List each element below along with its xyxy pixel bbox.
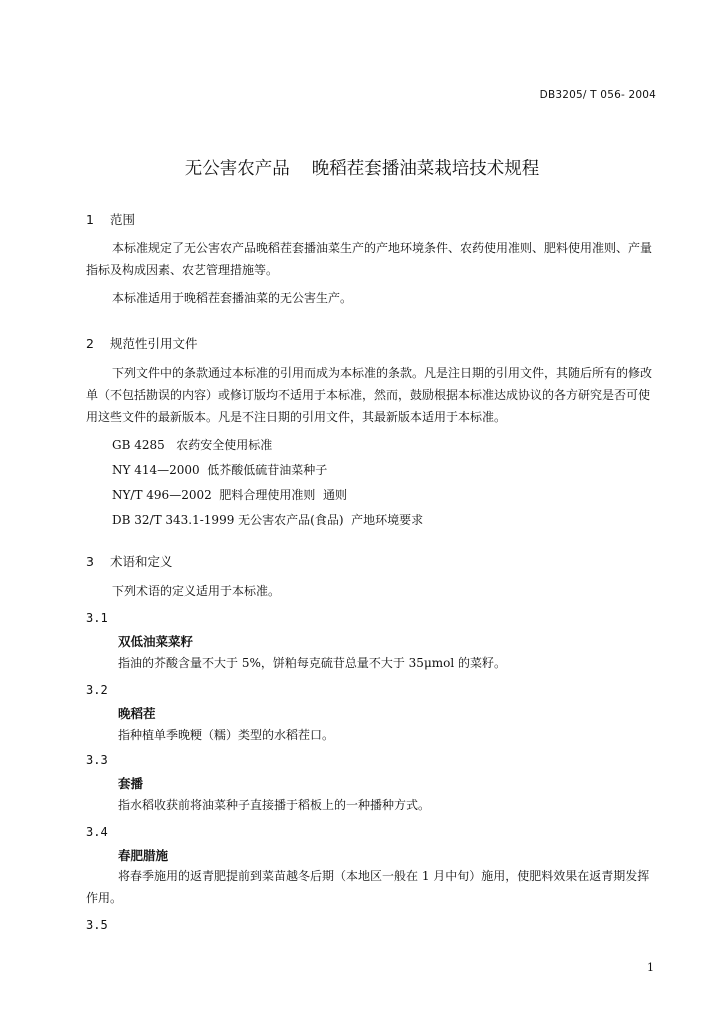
term-title: 双低油菜菜籽: [118, 634, 194, 649]
term-definition: 指种植单季晚粳（糯）类型的水稻茬口。: [118, 728, 335, 742]
standard-code: DB3205/ T 056- 2004: [539, 89, 656, 101]
term-definition: [86, 865, 658, 909]
section-2-paragraph-1: [86, 362, 658, 428]
term-title: 晚稻茬: [118, 706, 156, 721]
term-definition: 指水稻收获前将油菜种子直接播于稻板上的一种播种方式。: [118, 798, 431, 812]
reference-text: DB 32/T 343.1-1999 无公害农产品(食品) 产地环境要求: [112, 513, 424, 527]
section-2-title: 规范性引用文件: [109, 336, 198, 351]
section-3-heading: [86, 552, 173, 570]
reference-item: [112, 461, 327, 478]
section-1-paragraph-1: [86, 237, 658, 281]
reference-item: [112, 511, 423, 528]
section-3-intro-text: 下列术语的定义适用于本标准。: [112, 584, 281, 598]
term-number: 3.5: [86, 918, 108, 932]
reference-text: NY 414—2000 低芥酸低硫苷油菜种子: [112, 463, 328, 477]
title-part-1: 无公害农产品: [184, 159, 290, 179]
term-number: 3.3: [86, 753, 108, 767]
section-2-paragraph-1-text: 下列文件中的条款通过本标准的引用而成为本标准的条款。凡是注日期的引用文件，其随后所有的修改单（不包括勘误的内容）或修订版均不适用于本标准，然而，鼓励根据本标准达成协议的各方研究是否可使用这些文件的最新版本。凡是不注日期的引用文件，其最新版本适用于本标准。: [86, 366, 653, 424]
section-1-heading: [86, 210, 135, 228]
reference-text: NY/T 496—2002 肥料合理使用准则 通则: [112, 488, 347, 502]
section-1-paragraph-1-text: 本标准规定了无公害农产品晚稻茬套播油菜生产的产地环境条件、农药使用准则、肥料使用准则、产量指标及构成因素、农艺管理措施等。: [86, 241, 653, 277]
reference-item: [112, 436, 272, 453]
section-3-number: 3: [86, 554, 94, 569]
section-1-paragraph-2-text: 本标准适用于晚稻茬套播油菜的无公害生产。: [112, 291, 353, 305]
term-title: 春肥腊施: [118, 848, 169, 863]
section-3-intro: [86, 580, 658, 602]
term-number: 3.1: [86, 611, 108, 625]
document-title: [0, 155, 724, 180]
reference-item: [112, 486, 347, 503]
section-2-heading: [86, 334, 198, 352]
term-definition-text: 将春季施用的返青肥提前到菜苗越冬后期（本地区一般在 1 月中旬）施用，使肥料效果在返青期发挥作用。: [86, 869, 650, 905]
section-3-title: 术语和定义: [109, 554, 173, 569]
page-number: 1: [647, 961, 654, 974]
section-1-number: 1: [86, 212, 94, 227]
term-definition: 指油的芥酸含量不大于 5%，饼粕每克硫苷总量不大于 35μmol 的菜籽。: [118, 656, 506, 670]
section-2-number: 2: [86, 336, 94, 351]
term-number: 3.2: [86, 683, 108, 697]
term-number: 3.4: [86, 825, 108, 839]
reference-text: GB 4285 农药安全使用标准: [112, 438, 273, 452]
term-title: 套播: [118, 776, 144, 791]
section-1-paragraph-2: [86, 287, 658, 309]
section-1-title: 范围: [109, 212, 135, 227]
title-part-2: 晚稻茬套播油菜栽培技术规程: [311, 159, 540, 179]
